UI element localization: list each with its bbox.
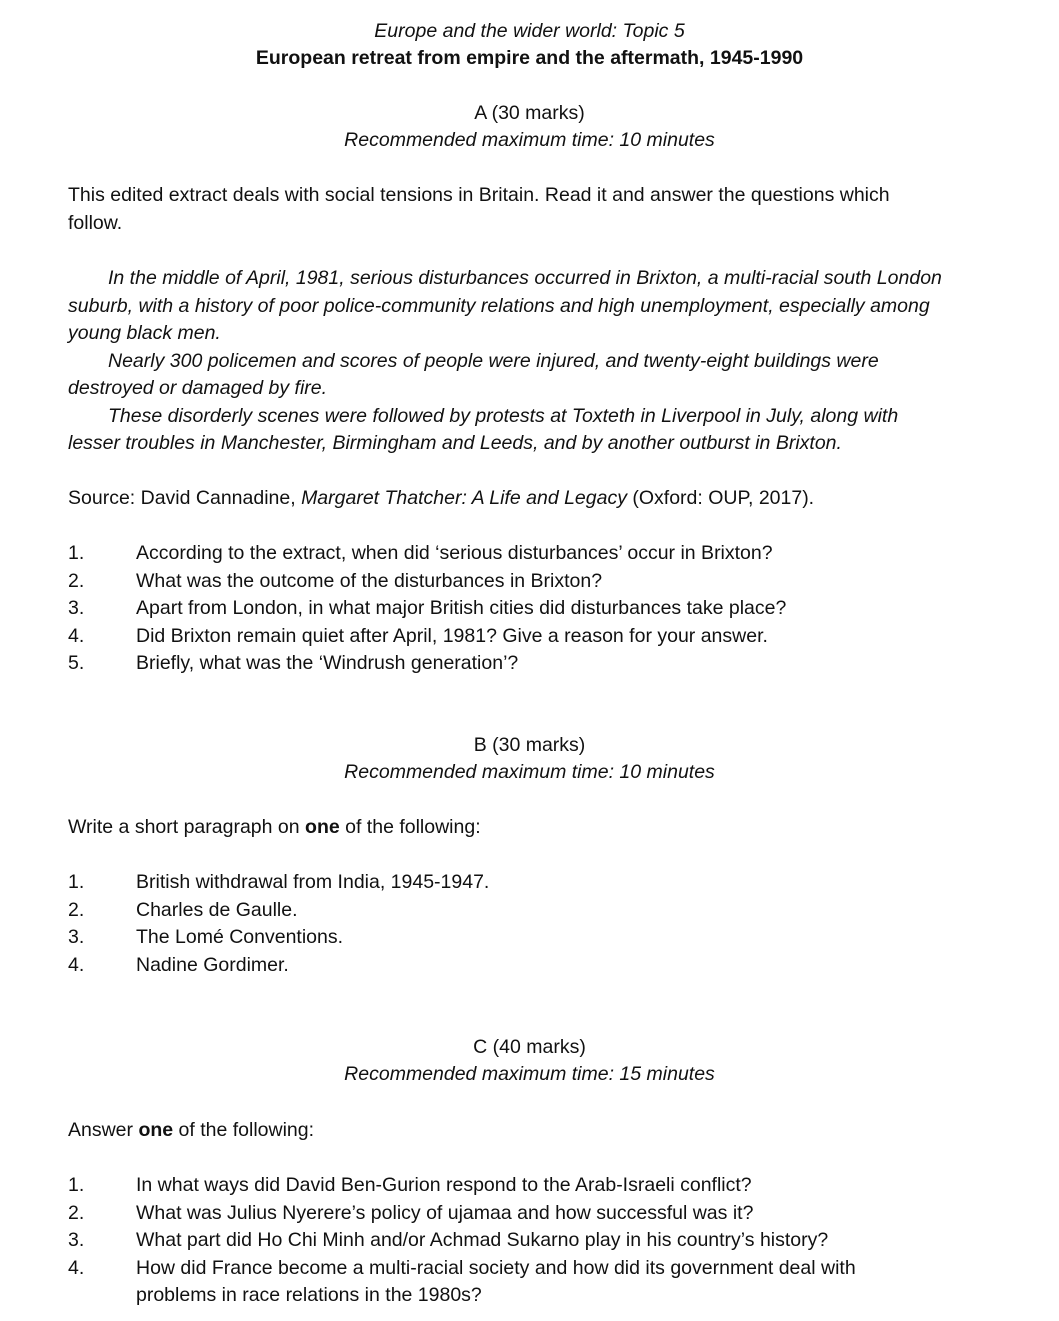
extract-paragraph: These disorderly scenes were followed by protests at Toxteth in Liverpool in July, along with lesser troubles in Manchester, Birmingham and Leeds, and by another outburst in Brixton. [68, 404, 899, 454]
section-b-instruction [68, 814, 948, 842]
source-book-title: Margaret Thatcher: A Life and Legacy [301, 487, 627, 509]
question-item [68, 1227, 908, 1255]
question-item [68, 595, 968, 623]
extract-paragraph: In the middle of April, 1981, serious disturbances occurred in Brixton, a multi-racial south London suburb, with a history of poor police-community relations and high unemployment, especially among young black men. [68, 267, 942, 344]
question-item [68, 623, 968, 651]
topic-subtitle: Europe and the wider world: Topic 5 [374, 20, 685, 42]
question-text: What was the outcome of the disturbances in Brixton? [136, 569, 603, 592]
question-number: 2. [68, 569, 85, 592]
question-number: 4. [68, 1256, 85, 1279]
question-text: Apart from London, in what major British cities did disturbances take place? [136, 597, 787, 619]
question-item [68, 1255, 908, 1310]
question-number: 2. [68, 898, 85, 921]
question-text: Nadine Gordimer. [136, 953, 289, 976]
question-item [68, 1200, 908, 1228]
section-c-time: Recommended maximum time: 15 minutes [344, 1063, 715, 1085]
section-b-questions [68, 869, 968, 979]
extract-paragraph: Nearly 300 policemen and scores of people were injured, and twenty-eight buildings were destroyed or damaged by fire. [68, 349, 879, 399]
question-number: 3. [68, 926, 85, 948]
question-number: 1. [68, 542, 85, 564]
question-number: 1. [68, 1174, 85, 1196]
question-item [68, 650, 968, 678]
instruction-emphasis: one [138, 1119, 174, 1141]
question-item [68, 924, 968, 952]
question-item [68, 952, 968, 980]
question-text: Did Brixton remain quiet after April, 1981? Give a reason for your answer. [136, 624, 768, 647]
question-text: The Lomé Conventions. [136, 926, 344, 948]
question-number: 2. [68, 1201, 85, 1224]
question-item [68, 869, 968, 897]
question-number: 4. [68, 624, 85, 647]
instruction-text: Answer [68, 1119, 139, 1141]
source-prefix: Source: David Cannadine, [68, 487, 302, 509]
extract-block [68, 265, 948, 458]
source-suffix: (Oxford: OUP, 2017). [626, 487, 815, 509]
section-a-heading: A (30 marks) [474, 102, 585, 124]
section-c-heading: C (40 marks) [473, 1036, 586, 1058]
question-text: According to the extract, when did ‘serious disturbances’ occur in Brixton? [136, 542, 773, 564]
intro-text: This edited extract deals with social tensions in Britain. Read it and answer the questions which follow. [68, 184, 890, 234]
question-text: What part did Ho Chi Minh and/or Achmad Sukarno play in his country’s history? [136, 1229, 829, 1251]
question-text: British withdrawal from India, 1945-1947. [136, 871, 490, 893]
question-text: Briefly, what was the ‘Windrush generation’? [136, 652, 519, 674]
question-item [68, 540, 968, 568]
question-number: 4. [68, 953, 85, 976]
question-text: In what ways did David Ben-Gurion respond to the Arab-Israeli conflict? [136, 1174, 752, 1196]
question-item [68, 897, 968, 925]
question-number: 5. [68, 652, 85, 674]
section-b-heading: B (30 marks) [473, 734, 586, 756]
page-title: European retreat from empire and the aftermath, 1945-1990 [255, 47, 804, 69]
instruction-emphasis: one [305, 816, 340, 838]
section-c-instruction [68, 1117, 948, 1145]
question-text: Charles de Gaulle. [136, 898, 298, 921]
question-item [68, 1172, 908, 1200]
instruction-text: Write a short paragraph on [68, 816, 306, 838]
question-number: 3. [68, 1229, 85, 1251]
section-a-intro [68, 182, 948, 237]
source-citation [68, 485, 948, 513]
section-c-questions [68, 1172, 908, 1310]
section-a-questions [68, 540, 968, 678]
question-number: 1. [68, 871, 85, 893]
instruction-text: of the following: [339, 816, 481, 838]
section-b-time: Recommended maximum time: 10 minutes [344, 761, 715, 783]
instruction-text: of the following: [173, 1119, 315, 1141]
question-text: What was Julius Nyerere’s policy of ujamaa and how successful was it? [136, 1201, 754, 1224]
section-a-time: Recommended maximum time: 10 minutes [344, 129, 715, 151]
question-number: 3. [68, 597, 85, 619]
question-item [68, 568, 968, 596]
question-text: How did France become a multi-racial society and how did its government deal with problems in race relations in the 1980s? [136, 1256, 856, 1306]
